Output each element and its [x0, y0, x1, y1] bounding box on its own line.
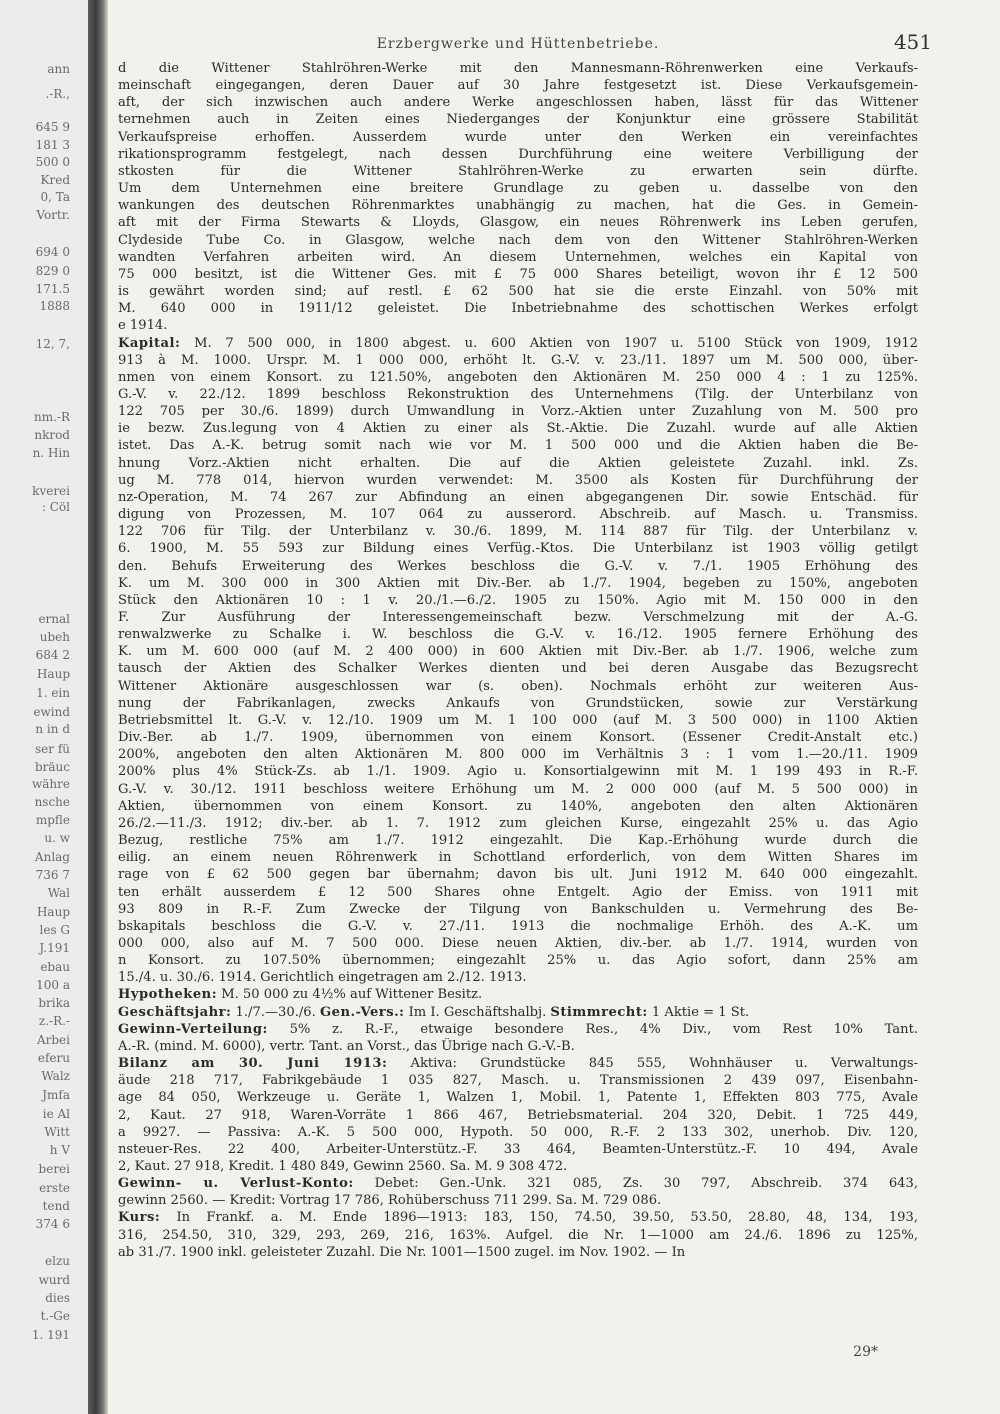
margin-fragment: Anlag [34, 850, 70, 864]
margin-fragment: ernal [38, 612, 70, 626]
margin-fragment: 736 7 [35, 868, 70, 882]
margin-fragment: 500 0 [35, 155, 70, 169]
text-line: Gewinn- u. Verlust-Konto: Debet: Gen.-Unk. 321 085, Zs. 30 797, Abschreib. 374 643, [118, 1176, 918, 1192]
page-header [118, 30, 932, 60]
text-line: stkosten für die Wittener Stahlröhren-Werke zu erwarten sein dürfte. [118, 163, 918, 179]
margin-fragment: 1. ein [36, 686, 70, 700]
text-line: eilig. an einem neuen Röhrenwerk in Schottland erforderlich, von dem Witten Shares im [118, 850, 918, 866]
paragraph [118, 1004, 918, 1021]
text-line: Bezug, restliche 75% am 1./7. 1912 eingezahlt. Die Kap.-Erhöhung wurde durch die [118, 833, 918, 849]
text-line: wandten Verfahren arbeiten wird. An diesem Unternehmen, welches ein Kapital von [118, 249, 918, 265]
text-line: 122 705 per 30./6. 1899) durch Umwandlung in Vorz.-Aktien unter Zuzahlung von M. 500 pro [118, 404, 918, 420]
text-line: ten erhält ausserdem £ 12 500 Shares ohne Entgelt. Agio der Emiss. von 1911 mit [118, 884, 918, 900]
text-line: 26./2.—11./3. 1912; div.-ber. ab 1. 7. 1912 zum gleichen Kurse, eingezahlt 25% u. das Agio [118, 815, 918, 831]
text-line: den. Behufs Erweiterung des Werkes beschloss die G.-V. v. 7./1. 1905 Erhöhung des [118, 558, 918, 574]
margin-fragment: 829 0 [35, 264, 70, 278]
text-line: bskapitals beschloss die G.-V. v. 27./11. 1913 die nochmalige Erhöh. des A.-K. um [118, 918, 918, 934]
page [118, 30, 932, 1400]
text-line: a 9927. — Passiva: A.-K. 5 500 000, Hypoth. 50 000, R.-F. 2 133 302, unerhob. Div. 120, [118, 1124, 918, 1140]
text-line: 6. 1900, M. 55 593 zur Bildung eines Verfüg.-Ktos. Die Unterbilanz ist 1903 völlig getilgt [118, 541, 918, 557]
text-line: Gewinn-Verteilung: 5% z. R.-F., etwaige besondere Res., 4% Div., vom Rest 10% Tant. [118, 1021, 918, 1037]
text-line: ie bezw. Zus.legung von 4 Aktien zu einer als St.-Aktie. Die Zuzahl. wurde auf alle Aktien [118, 421, 918, 437]
paragraph [118, 1021, 918, 1055]
margin-fragment: h V [49, 1143, 70, 1157]
text-line: Um dem Unternehmen eine breitere Grundlage zu geben u. dasselbe von den [118, 181, 918, 197]
margin-fragment: t.-Ge [40, 1309, 70, 1323]
text-line: G.-V. v. 30./12. 1911 beschloss weitere Erhöhung um M. 2 000 000 (auf M. 5 500 000) in [118, 781, 918, 797]
body-text [118, 60, 918, 1261]
text-line: is gewährt worden sind; auf restl. £ 62 500 hat sie die erste Einzahl. von 50% mit [118, 284, 918, 300]
text-line: K. um M. 300 000 in 300 Aktien mit Div.-Ber. ab 1./7. 1904, begeben zu 150%, angeboten [118, 575, 918, 591]
margin-fragment: berei [38, 1162, 70, 1176]
text-line: Kapital: M. 7 500 000, in 1800 abgest. u. 600 Aktien von 1907 u. 5100 Stück von 1909, 1912 [118, 335, 918, 351]
margin-fragment: bräuc [34, 760, 70, 774]
margin-fragment: Walz [41, 1069, 70, 1083]
text-line: 913 à M. 1000. Urspr. M. 1 000 000, erhöht lt. G.-V. v. 23./11. 1897 um M. 500 000, über- [118, 352, 918, 368]
text-line: nung der Fabrikanlagen, zwecks Ankaufs von Grundstücken, sowie zur Verstärkung [118, 695, 918, 711]
margin-fragment: n. Hin [32, 446, 70, 460]
margin-fragment: kverei [32, 484, 70, 498]
margin-fragment: ebau [40, 960, 70, 974]
margin-fragment: ie Al [42, 1107, 70, 1121]
text-line: Betriebsmittel lt. G.-V. v. 12./10. 1909 um M. 1 100 000 (auf M. 3 500 000) in 1100 Aktien [118, 712, 918, 728]
text-line: 200% plus 4% Stück-Zs. ab 1./1. 1909. Agio u. Konsortialgewinn mit M. 1 199 493 in R.-F. [118, 764, 918, 780]
text-line: Hypotheken: M. 50 000 zu 4½% auf Wittener Besitz. [118, 987, 483, 1003]
text-line: meinschaft eingegangen, deren Dauer auf 30 Jahre festgesetzt ist. Diese Verkaufsgemein- [118, 78, 918, 94]
text-line: F. Zur Ausführung der Interessengemeinschaft bezw. Verschmelzung mit der A.-G. [118, 610, 918, 625]
margin-fragment: Arbei [36, 1033, 70, 1047]
paragraph [118, 1209, 918, 1260]
margin-fragment: ser fü [35, 742, 70, 756]
text-line: e 1914. [118, 318, 168, 334]
margin-fragment: 694 0 [35, 245, 70, 259]
margin-fragment: Vortr. [36, 208, 70, 222]
text-line: 122 706 für Tilg. der Unterbilanz v. 30./6. 1899, M. 114 887 für Tilg. der Unterbilanz v. [118, 524, 918, 540]
paragraph [118, 1055, 918, 1175]
margin-fragment: 100 a [36, 978, 70, 992]
text-line: nsteuer-Res. 22 400, Arbeiter-Unterstütz.-F. 33 464, Beamten-Unterstütz.-F. 10 494, Avale [118, 1141, 918, 1157]
text-line: age 84 050, Werkzeuge u. Geräte 1, Walzen 1, Mobil. 1, Patente 1, Effekten 803 775, Avale [118, 1090, 918, 1106]
margin-fragment: tend [42, 1199, 70, 1213]
text-line: Kurs: In Frankf. a. M. Ende 1896—1913: 183, 150, 74.50, 39.50, 53.50, 28.80, 48, 134, 193, [118, 1210, 918, 1226]
margin-fragment: 374 6 [35, 1217, 70, 1231]
text-line: 316, 254.50, 310, 329, 293, 269, 216, 163%. Aufgel. die Nr. 1—1000 am 24./6. 1896 zu 125%, [118, 1227, 918, 1243]
margin-fragment: 1888 [39, 299, 70, 313]
paragraph [118, 1175, 918, 1209]
margin-fragment: ubeh [39, 630, 70, 644]
adjacent-page-margin [0, 0, 90, 1414]
margin-fragment: 645 9 [35, 120, 70, 134]
text-line: M. 640 000 in 1911/12 geleistet. Die Inbetriebnahme des schottischen Werkes erfolgt [118, 301, 918, 317]
text-line: aft mit der Firma Stewarts & Lloyds, Glasgow, ein neues Röhrenwerk ins Leben gerufen, [118, 215, 918, 231]
text-line: d die Wittener Stahlröhren-Werke mit den Mannesmann-Röhrenwerken eine Verkaufs- [118, 61, 918, 76]
text-line: renwalzwerke zu Schalke i. W. beschloss die G.-V. v. 16./12. 1905 fernere Erhöhung des [118, 627, 918, 643]
margin-fragment: nm.-R [33, 410, 70, 424]
text-line: G.-V. v. 22./12. 1899 beschloss Rekonstruktion des Unternehmens (Tilg. der Unterbilanz von [118, 386, 918, 402]
text-line: 000 000, also auf M. 7 500 000. Diese neuen Aktien, div.-ber. ab 1./7. 1914, wurden von [118, 935, 918, 951]
text-line: Clydeside Tube Co. in Glasgow, welche nach dem von den Wittener Stahlröhren-Werken [118, 232, 918, 248]
margin-fragment: währe [32, 777, 70, 791]
text-line: rage von £ 62 500 gegen bar übernahm; davon bis ult. Juni 1912 M. 640 000 eingezahlt. [118, 867, 918, 883]
margin-fragment: 0, Ta [40, 190, 70, 204]
margin-fragment: 171.5 [35, 282, 70, 296]
text-line: Wittener Aktionäre ausgeschlossen war (s. oben). Nochmals erhöht zur weiteren Aus- [118, 678, 918, 694]
paragraph [118, 986, 918, 1003]
text-line: ab 31./7. 1900 inkl. geleisteter Zuzahl. Die Nr. 1001—1500 zugel. im Nov. 1902. — In [118, 1244, 686, 1260]
text-line: digung von Prozessen, M. 107 064 zu ausserord. Abschreib. auf Masch. u. Transmiss. [118, 507, 918, 523]
signature-mark: 29* [853, 1344, 878, 1360]
text-line: 2, Kaut. 27 918, Waren-Vorräte 1 866 467, Betriebsmaterial. 204 320, Debit. 1 725 449, [118, 1107, 918, 1123]
margin-fragment: n in d [35, 722, 70, 736]
margin-fragment: .-R., [45, 87, 70, 101]
text-line: ternehmen auch in Zeiten eines Niederganges der Konjunktur eine grössere Stabilität [118, 112, 918, 128]
text-line: 75 000 besitzt, ist die Wittener Ges. mit £ 75 000 Shares beteiligt, wovon ihr £ 12 500 [118, 266, 918, 282]
margin-fragment: ewind [33, 705, 70, 719]
margin-fragment: les G [39, 923, 70, 937]
text-line: gewinn 2560. — Kredit: Vortrag 17 786, Rohüberschuss 711 299. Sa. M. 729 086. [118, 1193, 662, 1209]
margin-fragment: : Cöl [41, 500, 70, 514]
margin-fragment: z.-R.- [38, 1014, 70, 1028]
margin-fragment: wurd [38, 1273, 70, 1287]
margin-fragment: Kred [40, 173, 70, 187]
text-line: hnung Vorz.-Aktien nicht erhalten. Die auf die Aktien geleistete Zuzahl. inkl. Zs. [118, 455, 918, 471]
text-line: Stück den Aktionären 10 : 1 v. 20./1.—6./2. 1905 zu 150%. Agio mit M. 150 000 in den [118, 592, 918, 608]
text-line: Div.-Ber. ab 1./7. 1909, übernommen von einem Konsort. (Essener Credit-Anstalt etc.) [118, 730, 918, 746]
margin-fragment: Witt [44, 1125, 70, 1139]
paragraph [118, 335, 918, 987]
book-gutter [88, 0, 108, 1414]
margin-fragment: Jmfa [42, 1088, 70, 1102]
paragraph [118, 60, 918, 335]
margin-fragment: mpfle [35, 813, 70, 827]
text-line: 93 809 in R.-F. Zum Zwecke der Tilgung von Bankschulden u. Vermehrung des Be- [118, 901, 918, 917]
text-line: tausch der Aktien des Schalker Werkes dienten und bei deren Ausgabe das Bezugsrecht [118, 661, 918, 677]
text-line: n Konsort. zu 107.50% übernommen; eingezahlt 25% u. das Agio sofort, dann 25% am [118, 953, 918, 969]
text-line: Aktien, übernommen von einem Konsort. zu 140%, angeboten den alten Aktionären [118, 798, 918, 814]
margin-fragment: dies [45, 1291, 70, 1305]
margin-fragment: Wal [47, 886, 70, 900]
text-line: Geschäftsjahr: 1./7.—30./6. Gen.-Vers.: Im I. Geschäftshalbj. Stimmrecht: 1 Aktie = 1 St. [118, 1004, 750, 1020]
margin-fragment: eferu [37, 1051, 70, 1065]
text-line: Bilanz am 30. Juni 1913: Aktiva: Grundstücke 845 555, Wohnhäuser u. Verwaltungs- [118, 1056, 918, 1072]
text-line: istet. Das A.-K. betrug somit nach wie vor M. 1 500 000 und die Aktien haben die Be- [118, 438, 918, 454]
margin-fragment: J.191 [39, 941, 70, 955]
margin-fragment: 12, 7, [35, 337, 70, 351]
text-line: nmen von einem Konsort. zu 121.50%, angeboten den Aktionären M. 250 000 4 : 1 zu 125%. [118, 369, 918, 385]
text-line: A.-R. (mind. M. 6000), vertr. Tant. an Vorst., das Übrige nach G.-V.-B. [118, 1038, 575, 1054]
text-line: aft, der sich inzwischen auch andere Werke angeschlossen haben, lässt für das Wittener [118, 95, 918, 111]
text-line: ug M. 778 014, hiervon wurden verwendet: M. 3500 als Kosten für Durchführung der [118, 472, 918, 488]
text-line: wankungen des deutschen Röhrenmarktes unabhängig zu machen, hat die Ges. in Gemein- [118, 198, 918, 214]
text-line: Verkaufspreise erhoffen. Ausserdem wurde unter den Werken ein vereinfachtes [118, 129, 918, 145]
text-line: 15./4. u. 30./6. 1914. Gerichtlich eingetragen am 2./12. 1913. [118, 970, 527, 986]
margin-fragment: ann [47, 62, 70, 76]
margin-fragment: nkrod [34, 428, 70, 442]
text-line: 2, Kaut. 27 918, Kredit. 1 480 849, Gewinn 2560. Sa. M. 9 308 472. [118, 1159, 568, 1174]
text-line: nz-Operation, M. 74 267 zur Abfindung an einen abgegangenen Dir. sowie Entschäd. für [118, 489, 918, 505]
text-line: rikationsprogramm festgelegt, nach dessen Durchführung eine weitere Verbilligung der [118, 146, 918, 162]
margin-fragment: 181 3 [35, 138, 70, 152]
running-title: Erzbergwerke und Hüttenbetriebe. [376, 36, 660, 52]
margin-fragment: nsche [34, 795, 70, 809]
margin-fragment: brika [38, 996, 70, 1010]
margin-fragment: Haup [36, 667, 70, 681]
margin-fragment: Haup [36, 905, 70, 919]
margin-fragment: erste [39, 1181, 70, 1195]
text-line: äude 218 717, Fabrikgebäude 1 035 827, Masch. u. Transmissionen 2 439 097, Eisenbahn- [118, 1073, 918, 1089]
text-line: K. um M. 600 000 (auf M. 2 400 000) in 600 Aktien mit Div.-Ber. ab 1./7. 1906, welche zum [118, 644, 918, 660]
margin-fragment: u. w [44, 831, 70, 845]
page-number: 451 [893, 30, 932, 54]
margin-fragment: 684 2 [35, 648, 70, 662]
margin-fragment: 1. 191 [31, 1328, 70, 1342]
margin-fragment: elzu [45, 1254, 70, 1268]
text-line: 200%, angeboten den alten Aktionären M. 800 000 im Verhältnis 3 : 1 vom 1.—20./11. 1909 [118, 747, 918, 763]
